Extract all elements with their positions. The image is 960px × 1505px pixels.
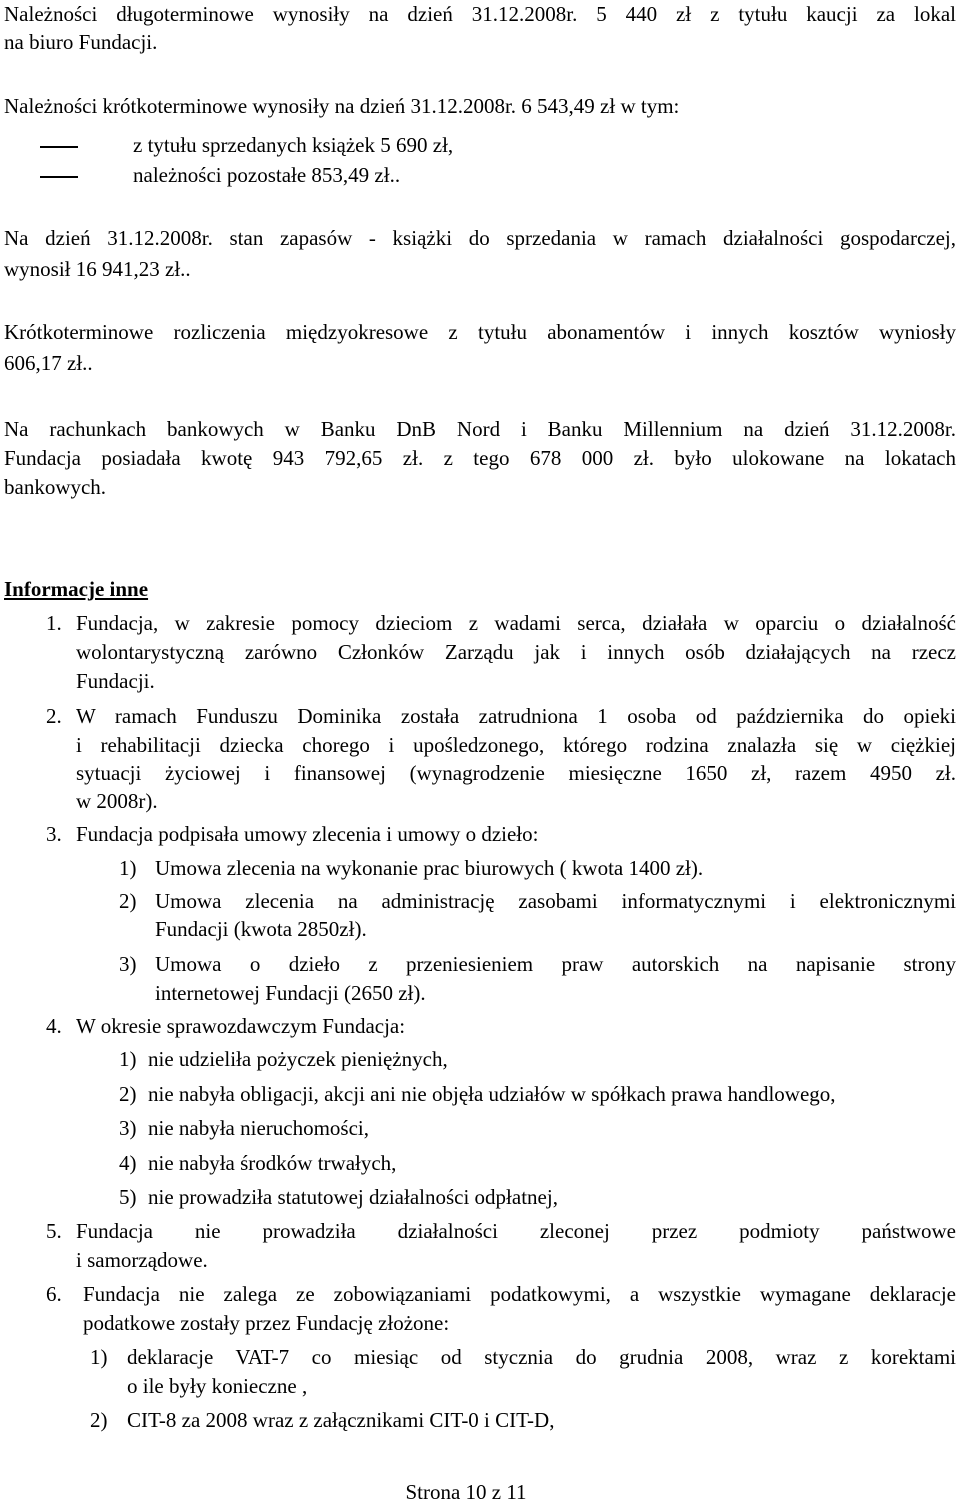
receivables-long-term-line-2: na biuro Fundacji.	[4, 30, 158, 54]
item2-line-1: W ramach Funduszu Dominika została zatrudniona 1 osoba od października do opieki	[76, 704, 956, 728]
item5-line-1: Fundacja nie prowadziła działalności zleconej przez podmioty państwowe	[76, 1219, 956, 1243]
receivables-short-term: Należności krótkoterminowe wynosiły na dzień 31.12.2008r. 6 543,49 zł w tym:	[4, 94, 680, 118]
item3-sub3-line-2: internetowej Fundacji (2650 zł).	[155, 981, 426, 1005]
item-number: 6.	[46, 1282, 62, 1306]
inventory-line-1: Na dzień 31.12.2008r. stan zapasów - książki do sprzedania w ramach działalności gospodarczej,	[4, 226, 956, 250]
subitem-number: 1)	[119, 856, 137, 880]
page-number: Strona 10 z 11	[405, 1480, 527, 1504]
item3-sub1-line-1: Umowa zlecenia na wykonanie prac biurowych ( kwota 1400 zł).	[155, 856, 704, 880]
item-number: 2.	[46, 704, 62, 728]
item6-line-2: podatkowe zostały przez Fundację złożone:	[83, 1311, 450, 1335]
item2-line-4: w 2008r).	[76, 789, 158, 813]
accruals-line-2: 606,17 zł..	[4, 351, 93, 375]
subitem-number: 1)	[119, 1047, 137, 1071]
item4-line-1: W okresie sprawozdawczym Fundacja:	[76, 1014, 406, 1038]
item6-sub1-line-1: deklaracje VAT-7 co miesiąc od stycznia do grudnia 2008, wraz z korektami	[127, 1345, 956, 1369]
item4-sub4-line-1: nie nabyła środków trwałych,	[148, 1151, 397, 1175]
item4-sub2-line-1: nie nabyła obligacji, akcji ani nie objęła udziałów w spółkach prawa handlowego,	[148, 1082, 836, 1106]
subitem-number: 4)	[119, 1151, 137, 1175]
item1-line-1: Fundacja, w zakresie pomocy dzieciom z wadami serca, działała w oparciu o działalność	[76, 611, 956, 635]
item3-line-1: Fundacja podpisała umowy zlecenia i umowy o dzieło:	[76, 822, 539, 846]
subitem-number: 5)	[119, 1185, 137, 1209]
item4-sub1-line-1: nie udzieliła pożyczek pieniężnych,	[148, 1047, 448, 1071]
section-heading-other-info: Informacje inne	[4, 577, 149, 601]
bullet-dash	[40, 176, 78, 178]
item6-sub2-line-1: CIT-8 za 2008 wraz z załącznikami CIT-0 i CIT-D,	[127, 1408, 555, 1432]
item3-sub3-line-1: Umowa o dzieło z przeniesieniem praw autorskich na napisanie strony	[155, 952, 956, 976]
item-number: 4.	[46, 1014, 62, 1038]
item4-sub3-line-1: nie nabyła nieruchomości,	[148, 1116, 370, 1140]
item-number: 5.	[46, 1219, 62, 1243]
item-number: 1.	[46, 611, 62, 635]
subitem-number: 2)	[90, 1408, 108, 1432]
receivables-long-term-line-1: Należności długoterminowe wynosiły na dzień 31.12.2008r. 5 440 zł z tytułu kaucji za lokal	[4, 2, 956, 26]
subitem-number: 3)	[119, 952, 137, 976]
inventory-line-2: wynosił 16 941,23 zł..	[4, 257, 191, 281]
item5-line-2: i samorządowe.	[76, 1248, 208, 1272]
item3-sub2-line-1: Umowa zlecenia na administrację zasobami informatycznymi i elektronicznymi	[155, 889, 956, 913]
bullet-dash	[40, 146, 78, 148]
subitem-number: 2)	[119, 889, 137, 913]
subitem-number: 3)	[119, 1116, 137, 1140]
item1-line-3: Fundacji.	[76, 669, 155, 693]
bank-line-2: Fundacja posiadała kwotę 943 792,65 zł. z tego 678 000 zł. było ulokowane na lokatach	[4, 446, 956, 470]
item6-line-1: Fundacja nie zalega ze zobowiązaniami podatkowymi, a wszystkie wymagane deklaracje	[83, 1282, 956, 1306]
subitem-number: 2)	[119, 1082, 137, 1106]
item-number: 3.	[46, 822, 62, 846]
bullet-other-receivables: należności pozostałe 853,49 zł..	[133, 163, 401, 187]
accruals-line-1: Krótkoterminowe rozliczenia międzyokresowe z tytułu abonamentów i innych kosztów wyniosły	[4, 320, 956, 344]
item6-sub1-line-2: o ile były konieczne ,	[127, 1374, 308, 1398]
item1-line-2: wolontarystyczną zarówno Członków Zarządu jak i innych osób działających na rzecz	[76, 640, 956, 664]
item3-sub2-line-2: Fundacji (kwota 2850zł).	[155, 917, 367, 941]
subitem-number: 1)	[90, 1345, 108, 1369]
bullet-books-sold: z tytułu sprzedanych książek 5 690 zł,	[133, 133, 454, 157]
item2-line-2: i rehabilitacji dziecka chorego i upośledzonego, którego rodzina znalazła się w ciężkiej	[76, 733, 956, 757]
item2-line-3: sytuacji życiowej i finansowej (wynagrodzenie miesięczne 1650 zł, razem 4950 zł.	[76, 761, 956, 785]
item4-sub5-line-1: nie prowadziła statutowej działalności odpłatnej,	[148, 1185, 558, 1209]
bank-line-3: bankowych.	[4, 475, 107, 499]
bank-line-1: Na rachunkach bankowych w Banku DnB Nord i Banku Millennium na dzień 31.12.2008r.	[4, 417, 956, 441]
